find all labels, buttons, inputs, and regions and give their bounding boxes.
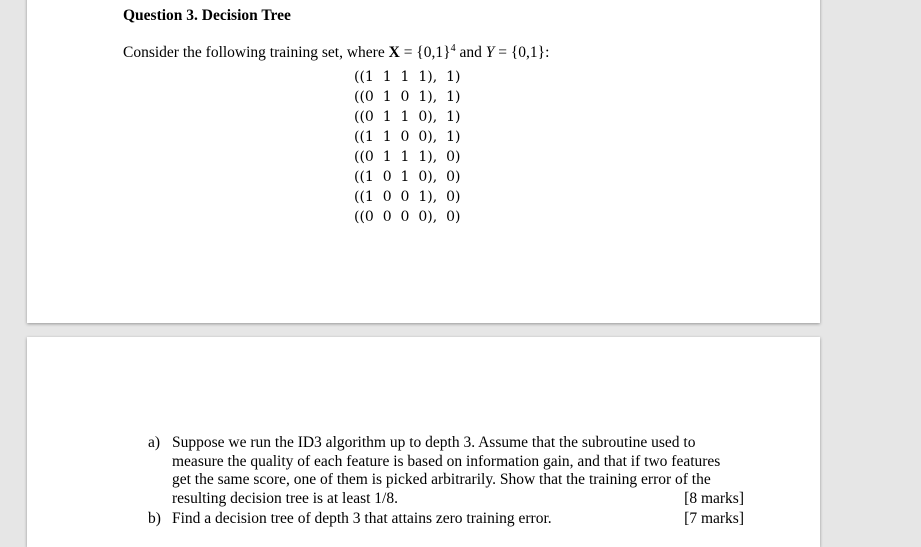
training-row: ((0 1 0 1), 1)	[354, 89, 461, 105]
training-row: ((0 1 1 1), 0)	[354, 149, 461, 165]
part-a-label: a)	[148, 434, 161, 451]
intro-eq: = {0,1}	[399, 44, 451, 61]
x-symbol: X	[388, 44, 400, 61]
document-page-1	[27, 0, 820, 323]
part-b-marks: [7 marks]	[684, 510, 744, 527]
part-a	[148, 434, 744, 508]
part-b	[148, 510, 744, 529]
document-page-2	[27, 337, 820, 547]
training-row: ((1 0 1 0), 0)	[354, 169, 461, 185]
intro-prefix: Consider the following training set, where	[123, 44, 389, 61]
part-b-label: b)	[148, 510, 161, 527]
intro-suffix: = {0,1}:	[494, 44, 550, 61]
part-a-text: Suppose we run the ID3 algorithm up to depth 3. Assume that the subroutine used to measure the quality of each feature is based on information gain, and that if two features get the same score, one of them is picked arbitrarily. Show that the training error of the resulting decision tree is at least 1/8.	[172, 434, 721, 507]
question-title: Question 3. Decision Tree	[123, 7, 291, 24]
training-set	[354, 67, 460, 227]
intro-and: and	[455, 44, 486, 61]
training-row: ((0 1 1 0), 1)	[354, 109, 461, 125]
training-row: ((1 1 0 0), 1)	[354, 129, 461, 145]
question-intro	[123, 44, 549, 62]
training-row: ((0 0 0 0), 0)	[354, 209, 461, 225]
part-b-text: Find a decision tree of depth 3 that attains zero training error.	[172, 510, 552, 527]
x-exponent: 4	[450, 42, 456, 54]
part-a-marks: [8 marks]	[684, 489, 744, 507]
training-row: ((1 0 0 1), 0)	[354, 189, 461, 205]
training-row: ((1 1 1 1), 1)	[354, 69, 461, 85]
y-symbol: Y	[485, 44, 495, 61]
